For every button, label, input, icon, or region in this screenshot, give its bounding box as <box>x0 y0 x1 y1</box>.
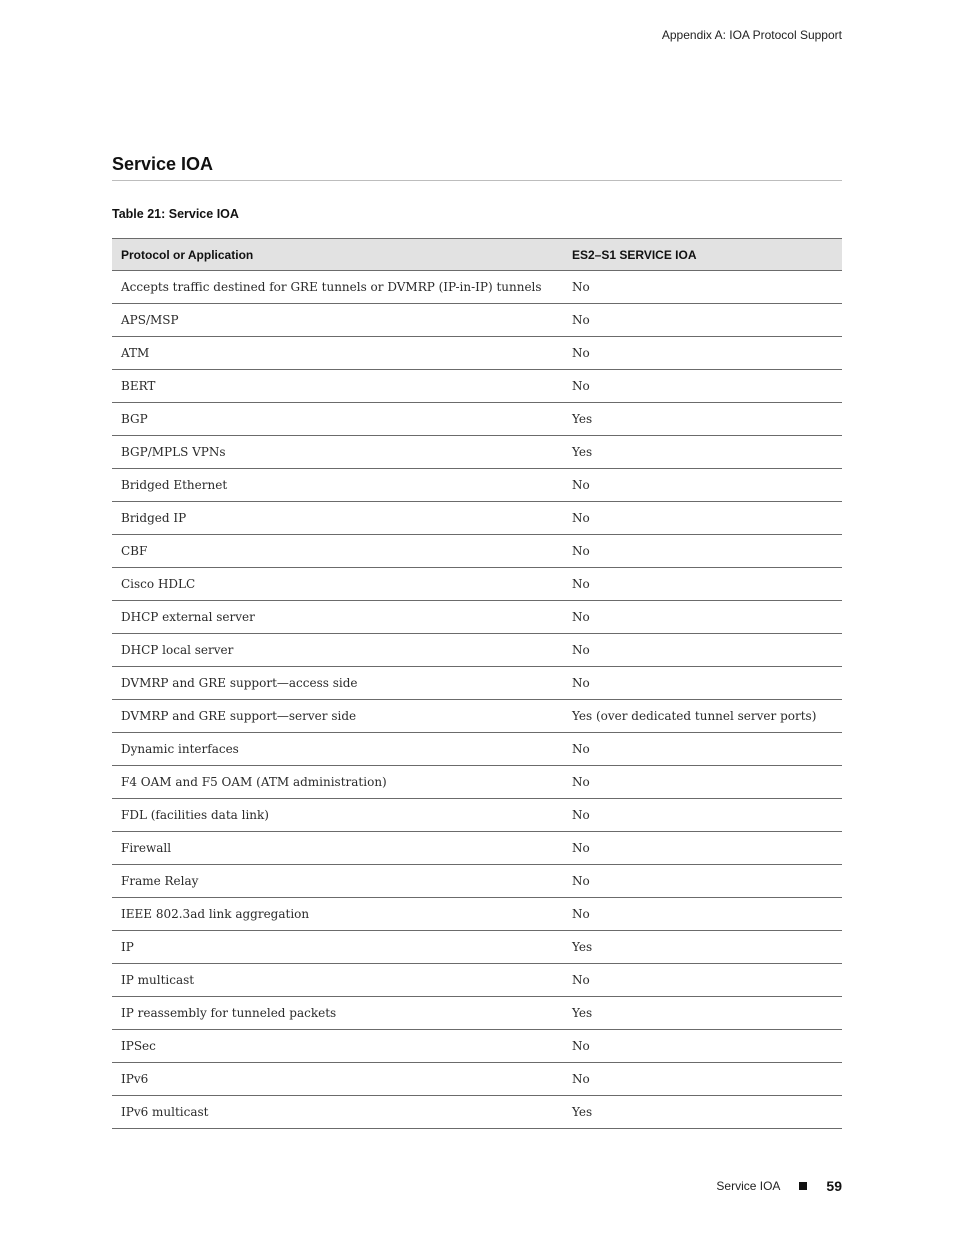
support-cell: Yes <box>563 403 842 436</box>
table-row <box>112 568 842 601</box>
support-cell: Yes (over dedicated tunnel server ports) <box>563 700 842 733</box>
table-caption: Table 21: Service IOA <box>112 207 239 221</box>
footer-label: Service IOA <box>716 1179 781 1193</box>
column-header-service-ioa: ES2–S1 SERVICE IOA <box>563 239 842 271</box>
protocol-cell: APS/MSP <box>112 304 563 337</box>
support-cell: Yes <box>563 436 842 469</box>
protocol-cell: Firewall <box>112 832 563 865</box>
protocol-cell: IP multicast <box>112 964 563 997</box>
table-row <box>112 700 842 733</box>
support-cell: Yes <box>563 931 842 964</box>
support-cell: No <box>563 799 842 832</box>
support-cell: No <box>563 469 842 502</box>
support-cell: Yes <box>563 1096 842 1129</box>
support-cell: No <box>563 1030 842 1063</box>
protocol-support-table <box>112 238 842 1129</box>
protocol-cell: DVMRP and GRE support—access side <box>112 667 563 700</box>
protocol-cell: BERT <box>112 370 563 403</box>
protocol-cell: CBF <box>112 535 563 568</box>
table-header-row <box>112 239 842 271</box>
section-title: Service IOA <box>112 154 842 181</box>
support-cell: No <box>563 535 842 568</box>
protocol-cell: F4 OAM and F5 OAM (ATM administration) <box>112 766 563 799</box>
support-cell: No <box>563 502 842 535</box>
table-row <box>112 766 842 799</box>
page-footer <box>716 1178 842 1194</box>
protocol-cell: IPv6 <box>112 1063 563 1096</box>
column-header-protocol: Protocol or Application <box>112 239 563 271</box>
protocol-cell: ATM <box>112 337 563 370</box>
table-row <box>112 667 842 700</box>
table-row <box>112 832 842 865</box>
table-row <box>112 1063 842 1096</box>
table-row <box>112 502 842 535</box>
protocol-cell: FDL (facilities data link) <box>112 799 563 832</box>
table-row <box>112 403 842 436</box>
support-cell: No <box>563 271 842 304</box>
table-row <box>112 535 842 568</box>
table-row <box>112 601 842 634</box>
table-row <box>112 370 842 403</box>
support-cell: No <box>563 370 842 403</box>
protocol-cell: IPv6 multicast <box>112 1096 563 1129</box>
table-row <box>112 931 842 964</box>
table-row <box>112 997 842 1030</box>
support-cell: No <box>563 304 842 337</box>
support-cell: No <box>563 865 842 898</box>
protocol-cell: Accepts traffic destined for GRE tunnels or DVMRP (IP-in-IP) tunnels <box>112 271 563 304</box>
page-number: 59 <box>826 1178 842 1194</box>
protocol-cell: Dynamic interfaces <box>112 733 563 766</box>
support-cell: Yes <box>563 997 842 1030</box>
protocol-cell: IEEE 802.3ad link aggregation <box>112 898 563 931</box>
table-row <box>112 271 842 304</box>
protocol-cell: DVMRP and GRE support—server side <box>112 700 563 733</box>
support-cell: No <box>563 898 842 931</box>
table-row <box>112 469 842 502</box>
support-cell: No <box>563 601 842 634</box>
support-cell: No <box>563 964 842 997</box>
protocol-cell: BGP <box>112 403 563 436</box>
protocol-cell: Bridged IP <box>112 502 563 535</box>
table-body <box>112 271 842 1129</box>
support-cell: No <box>563 733 842 766</box>
table-row <box>112 964 842 997</box>
protocol-cell: Frame Relay <box>112 865 563 898</box>
support-cell: No <box>563 667 842 700</box>
table-row <box>112 304 842 337</box>
table-row <box>112 865 842 898</box>
protocol-cell: BGP/MPLS VPNs <box>112 436 563 469</box>
support-cell: No <box>563 766 842 799</box>
protocol-cell: IP <box>112 931 563 964</box>
support-cell: No <box>563 337 842 370</box>
protocol-cell: Bridged Ethernet <box>112 469 563 502</box>
protocol-cell: DHCP local server <box>112 634 563 667</box>
protocol-cell: DHCP external server <box>112 601 563 634</box>
table-row <box>112 1030 842 1063</box>
table-row <box>112 436 842 469</box>
support-cell: No <box>563 568 842 601</box>
table-row <box>112 799 842 832</box>
table-row <box>112 898 842 931</box>
protocol-cell: IPSec <box>112 1030 563 1063</box>
support-cell: No <box>563 634 842 667</box>
support-cell: No <box>563 1063 842 1096</box>
table-row <box>112 634 842 667</box>
table-row <box>112 733 842 766</box>
protocol-cell: IP reassembly for tunneled packets <box>112 997 563 1030</box>
running-header: Appendix A: IOA Protocol Support <box>661 28 842 42</box>
protocol-cell: Cisco HDLC <box>112 568 563 601</box>
support-cell: No <box>563 832 842 865</box>
table-row <box>112 1096 842 1129</box>
table-row <box>112 337 842 370</box>
square-bullet-icon <box>799 1182 807 1190</box>
